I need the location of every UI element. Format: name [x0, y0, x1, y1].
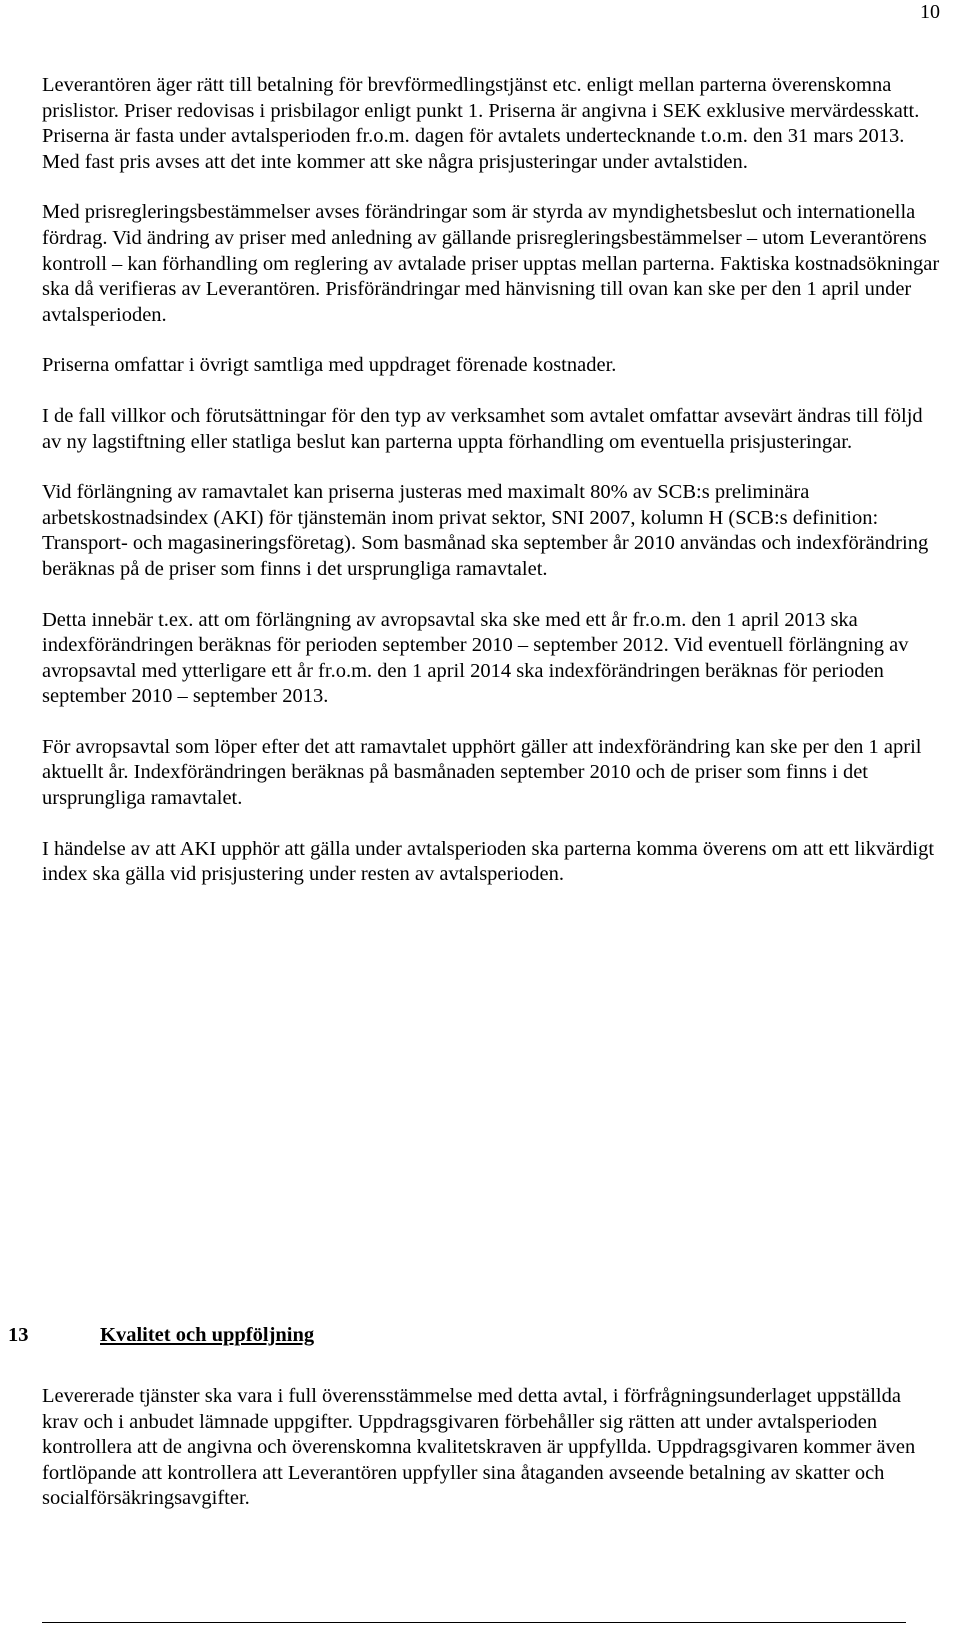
section-body [42, 1384, 942, 1512]
paragraph-quality: Levererade tjänster ska vara i full överensstämmelse med detta avtal, i förfrågningsunderlaget uppställda krav och i anbudet lämnade uppgifter. Uppdragsgivaren förbehåller sig rätten att under avtalsperioden kontrollera att de angivna och överenskomna kvalitetskraven är uppfyllda. Uppdragsgivaren kommer även fortlöpande att kontrollera att Leverantören uppfyller sina åtaganden avseende betalning av skatter och socialförsäkringsavgifter. [42, 1385, 916, 1510]
section-title: Kvalitet och uppföljning [100, 1324, 315, 1346]
paragraph-example: Detta innebär t.ex. att om förlängning av avropsavtal ska ske med ett år fr.o.m. den 1 april 2013 ska indexförändringen beräknas för perioden september 2010 – september 2012. Vid eventuell förlängning av avropsavtal med ytterligare ett år fr.o.m. den 1 april 2014 ska indexförändringen beräknas för perioden september 2010 – september 2013. [42, 608, 909, 708]
paragraph-included-costs: Priserna omfattar i övrigt samtliga med uppdraget förenade kostnader. [42, 354, 617, 377]
paragraph-index-cessation: I händelse av att AKI upphör att gälla under avtalsperioden ska parterna komma överens om att ett likvärdigt index ska gälla vid prisjustering under resten av avtalsperioden. [42, 837, 935, 886]
paragraph-pricing: Leverantören äger rätt till betalning för brevförmedlingstjänst etc. enligt mellan parterna överenskomna prislistor. Priser redovisas i prisbilagor enligt punkt 1. Priserna är angivna i SEK exklusive mervärdesskatt. Priserna är fasta under avtalsperioden fr.o.m. dagen för avtalets undertecknande t.o.m. den 31 mars 2013. Med fast pris avses att det inte kommer att ske några prisjusteringar under avtalstiden. [42, 74, 920, 173]
section-number: 13 [8, 1324, 29, 1346]
paragraph-call-off-agreements: För avropsavtal som löper efter det att ramavtalet upphört gäller att indexförändring kan ske per den 1 april aktuellt år. Indexförändringen beräknas på basmånaden september 2010 och de priser som finns i det ursprungliga ramavtalet. [42, 735, 922, 810]
section-heading [8, 1322, 314, 1348]
page-number: 10 [920, 1, 940, 23]
paragraph-price-regulation: Med prisregleringsbestämmelser avses förändringar som är styrda av myndighetsbeslut och internationella fördrag. Vid ändring av priser med anledning av gällande prisregleringsbestämmelser – utom Leverantörens kontroll – kan förhandling om reglering av avtalade priser upptas mellan parterna. Faktiska kostnadsökningar ska då verifieras av Leverantören. Prisförändringar med hänvisning till ovan kan ske per den 1 april under avtalsperioden. [42, 201, 940, 326]
paragraph-changed-conditions: I de fall villkor och förutsättningar för den typ av verksamhet som avtalet omfattar avsevärt ändras till följd av ny lagstiftning eller statliga beslut kan parterna uppta förhandling om eventuella prisjusteringar. [42, 404, 923, 453]
document-body [42, 73, 942, 888]
footer-divider [42, 1622, 906, 1623]
paragraph-extension-index: Vid förlängning av ramavtalet kan priserna justeras med maximalt 80% av SCB:s preliminära arbetskostnadsindex (AKI) för tjänstemän inom privat sektor, SNI 2007, kolumn H (SCB:s definition: Transport- och magasineringsföretag). Som basmånad ska september år 2010 användas och indexförändring beräknas på de priser som finns i det ursprungliga ramavtalet. [42, 481, 929, 580]
